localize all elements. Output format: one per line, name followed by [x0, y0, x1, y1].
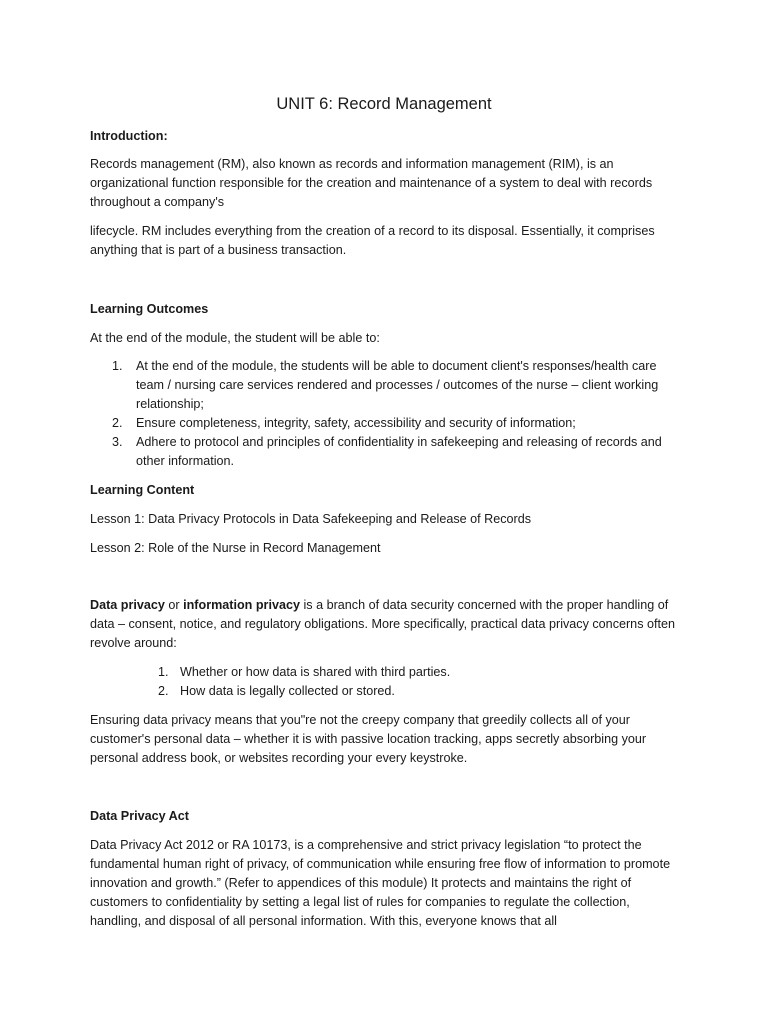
list-item-number: 1. [158, 665, 169, 679]
list-item [112, 433, 680, 471]
introduction-paragraph-2: lifecycle. RM includes everything from the creation of a record to its disposal. Essentially, it comprises anything that is part of a business transaction. [90, 224, 655, 257]
list-item [112, 357, 680, 414]
data-privacy-act-heading: Data Privacy Act [90, 809, 189, 823]
list-item [158, 682, 680, 701]
list-item [112, 414, 680, 433]
learning-outcomes-heading: Learning Outcomes [90, 302, 209, 316]
learning-content-heading: Learning Content [90, 483, 195, 497]
data-privacy-definition: is a branch of data security concerned with the proper handling of data – consent, notice, and regulatory obligations. More specifically, practical data privacy concerns often revolve around: [90, 598, 675, 650]
introduction-heading: Introduction: [90, 129, 168, 143]
lesson-1: Lesson 1: Data Privacy Protocols in Data Safekeeping and Release of Records [90, 512, 532, 526]
introduction-paragraph-1: Records management (RM), also known as records and information management (RIM), is an organizational function responsible for the creation and maintenance of a system to deal with records throughout a company's [90, 157, 653, 209]
learning-outcomes-intro: At the end of the module, the student will be able to: [90, 331, 380, 345]
list-item-number: 2. [112, 416, 123, 430]
list-item-text: Ensure completeness, integrity, safety, accessibility and security of information; [136, 416, 576, 430]
data-privacy-or: or [164, 598, 184, 612]
list-item-text: Adhere to protocol and principles of confidentiality in safekeeping and releasing of records and other information. [136, 435, 662, 468]
information-privacy-term: information privacy [183, 598, 300, 612]
list-item-text: Whether or how data is shared with third parties. [180, 665, 451, 679]
learning-outcomes-list [112, 357, 680, 471]
list-item-number: 3. [112, 435, 123, 449]
list-item-text: At the end of the module, the students will be able to document client's responses/health care team / nursing care services rendered and processes / outcomes of the nurse – client working relationship; [136, 359, 659, 411]
list-item-number: 1. [112, 359, 123, 373]
data-privacy-paragraph [90, 596, 680, 653]
page-title: UNIT 6: Record Management [276, 95, 492, 113]
list-item-text: How data is legally collected or stored. [180, 684, 395, 698]
list-item-number: 2. [158, 684, 169, 698]
data-privacy-act-paragraph: Data Privacy Act 2012 or RA 10173, is a comprehensive and strict privacy legislation “to protect the fundamental human right of privacy, of communication while ensuring free flow of information to promote innovation and growth.” (Refer to appendices of this module) It protects and maintains the right of customers to confidentiality by setting a legal list of rules for companies to regulate the collection, handling, and disposal of all personal information. With this, everyone knows that all [90, 838, 671, 928]
data-privacy-list [158, 663, 680, 701]
lesson-2: Lesson 2: Role of the Nurse in Record Management [90, 541, 381, 555]
list-item [158, 663, 680, 682]
data-privacy-term: Data privacy [90, 598, 165, 612]
data-privacy-paragraph-2: Ensuring data privacy means that you"re not the creepy company that greedily collects all of your customer's personal data – whether it is with passive location tracking, apps secretly absorbing your personal address book, or websites recording your every keystroke. [90, 713, 647, 765]
